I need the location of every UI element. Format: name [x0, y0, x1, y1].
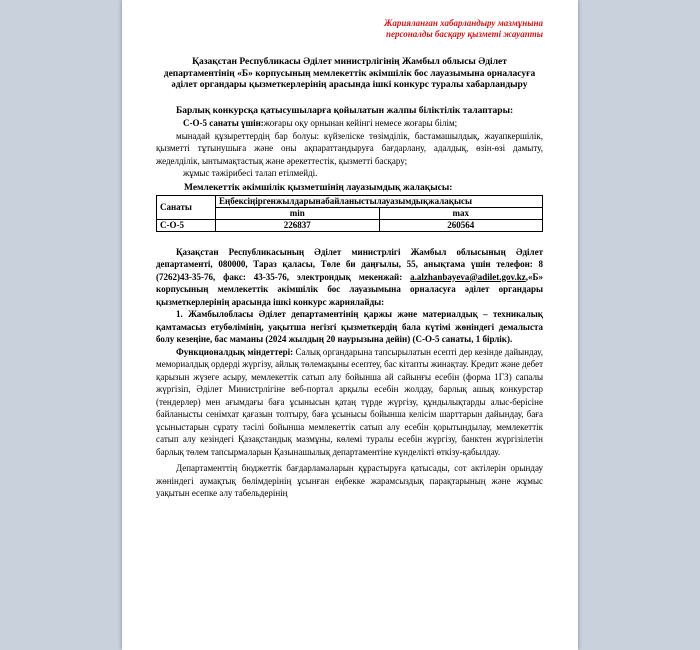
salary-row-max: 260564	[379, 219, 543, 231]
announcement-intro: Қазақстан Республикасының Әділет министрлігі Жамбыл облысының Әділет департаменті, 080000, Тараз қаласы, Төле би даңғылы, 55, анықтама үшін телефон: 8 (7262)43-35-76, факс: 43-35-76, электрондық мекенжай: a.alzhanbayeva@adilet.gov.kz,«Б» корпусының мемлекеттік әкімшілік бос лауазымына орналасуға әділет органдары қызметкерлерінің арасында ішкі конкурс жариялайды:	[156, 246, 543, 307]
duties-paragraph: Функционалдық міндеттері: Салық органдарына тапсырылатын есепті дер кезінде дайындау, мемориалдық ордерді жүргізу, айлық төлемақыны есептеу, бас кітапты жинақтау. Кредит және дебет қарызын жүзеге асыру, мемлекеттік сатып алу бойынша ай сайынғы есебін (форма 1ГЗ) сапалы жүргізіп, Әділет Министрлігіне веб-портал арқылы есебін жолдау, барлық ашық конкурстар (тендерлер) мен ағымдағы баға ұсынысын қатаң түрде жүргізу, құндылықтарды алыс-берісіне байланысты сенімхат қағазын толтыру, баға ұсынысы бойынша келісім шарттарын дайындау, баға ұсыныстарын сұрату тәсілі бойынша мемлекеттік сатып алу есебін қорытындылау, мемлекеттік сатып алу кезіндегі Қазақстандық мазмұны, көлемі туралы есебін жүргізу, банктен жүргізілетін барлық төлем тапсырмаларын Қазынашылық департаментіне күнделікті өткізу-қабылдау.	[156, 346, 543, 457]
position-description: 1. Жамбылобласы Әділет департаментінің қаржы және материалдық – техникалық қамтамасыз етубөлімінің, уақытша негізгі қызметкердің бала күтімі жөніндегі демалыста болу кезеңіне, бас маманы (2024 жылдың 20 наурызына дейін) (С-О-5 санаты, 1 бірлік).	[156, 309, 543, 344]
competencies-text: мынадай құзыреттердің бар болуы: күйзеліске төзімділік, бастамашылдық, жауапкершілік, қызметті тұтынушыға және оны ақпараттандыруға бағдарлану, адалдық, өзін-өзі дамыту, жеделділік, ынтымақтастық және әрекеттестік, қызметті басқару;	[156, 130, 543, 166]
budget-paragraph: Департаменттің бюджеттік бағдарламаларын құрастыруға қатысады, сот актілерін орындау жөніндегі аумақтық бөлімдерінің ұсынған еңбекке жарамсыздық парақтарының және жұмыс уақытын есепке алу табельдерінің	[156, 463, 543, 498]
salary-row-min: 226837	[216, 219, 380, 231]
salary-header-category: Санаты	[157, 195, 216, 219]
requirements-heading: Барлық конкурсқа қатысушыларға қойылатын жалпы біліктілік талаптары:	[176, 105, 514, 116]
responsibility-note: Жарияланған хабарландыру мазмұнына персоналды басқару қызметі жауапты	[384, 18, 543, 39]
experience-text: жұмыс тәжірибесі талап етілмейді.	[183, 168, 318, 178]
email-link[interactable]: a.alzhanbayeva@adilet.gov.kz	[410, 271, 526, 282]
salary-header-min: min	[216, 207, 380, 219]
salary-header-max: max	[379, 207, 543, 219]
salary-header-salary: Еңбексіңіргенжылдарынабайланыстылауазымдықжалақысы	[216, 195, 543, 207]
salary-row-category: С-О-5	[157, 219, 216, 231]
document-content	[156, 18, 543, 500]
c05-requirement: С-О-5 санаты үшін:жоғары оқу орнынан кейінгі немесе жоғары білім;	[183, 118, 458, 128]
document-title: Қазақстан Республикасы Әділет министрлігінің Жамбыл облысы Әділет департаментінің «Б» корпусының мемлекеттік әкімшілік бос лауазымына орналасуға әділет органдары қызметкерлерінің арасында ішкі конкурс туралы хабарландыру	[163, 57, 536, 90]
salary-caption: Мемлекеттік әкімшілік қызметшінің лауазымдық жалақысы:	[184, 182, 453, 193]
salary-table	[156, 195, 543, 232]
document-page	[122, 0, 578, 650]
